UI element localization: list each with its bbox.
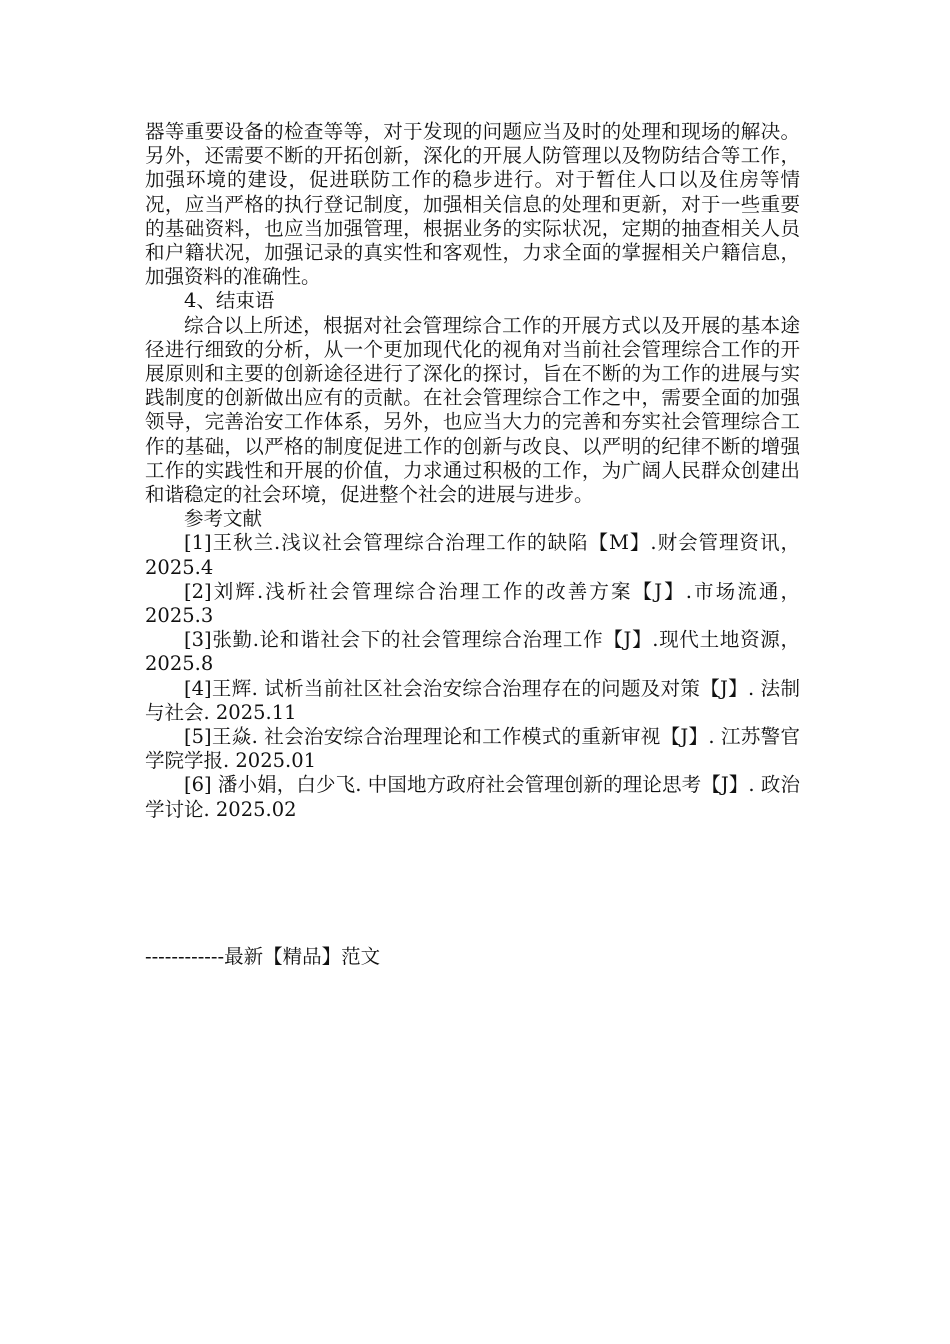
reference-item: [1]王秋兰.浅议社会管理综合治理工作的缺陷【M】.财会管理资讯，2025.4	[145, 531, 800, 579]
footer-label: ------------最新【精品】范文	[145, 945, 381, 968]
reference-item: [6] 潘小娟，白少飞. 中国地方政府社会管理创新的理论思考【J】. 政治学讨论. 2025.02	[145, 773, 800, 821]
body-paragraph-continuation: 器等重要设备的检查等等，对于发现的问题应当及时的处理和现场的解决。另外，还需要不断的开拓创新，深化的开展人防管理以及物防结合等工作，加强环境的建设，促进联防工作的稳步进行。对于暂住人口以及住房等情况，应当严格的执行登记制度，加强相关信息的处理和更新，对于一些重要的基础资料，也应当加强管理，根据业务的实际状况，定期的抽查相关人员和户籍状况，加强记录的真实性和客观性，力求全面的掌握相关户籍信息，加强资料的准确性。	[145, 120, 800, 289]
references-list	[145, 531, 800, 821]
document-body	[145, 120, 800, 822]
section-heading-conclusion: 4、结束语	[184, 289, 275, 313]
conclusion-paragraph: 综合以上所述，根据对社会管理综合工作的开展方式以及开展的基本途径进行细致的分析，从一个更加现代化的视角对当前社会管理综合工作的开展原则和主要的创新途径进行了深化的探讨，旨在不断的为工作的进展与实践制度的创新做出应有的贡献。在社会管理综合工作之中，需要全面的加强领导，完善治安工作体系，另外，也应当大力的完善和夯实社会管理综合工作的基础，以严格的制度促进工作的创新与改良、以严明的纪律不断的增强工作的实践性和开展的价值，力求通过积极的工作，为广阔人民群众创建出和谐稳定的社会环境，促进整个社会的进展与进步。	[145, 313, 800, 507]
reference-item: [3]张勤.论和谐社会下的社会管理综合治理工作【J】.现代土地资源，2025.8	[145, 628, 800, 676]
reference-item: [5]王焱. 社会治安综合治理理论和工作模式的重新审视【J】. 江苏警官学院学报. 2025.01	[145, 725, 800, 773]
reference-item: [4]王辉. 试析当前社区社会治安综合治理存在的问题及对策【J】. 法制与社会. 2025.11	[145, 676, 800, 724]
reference-item: [2]刘辉.浅析社会管理综合治理工作的改善方案【J】.市场流通，2025.3	[145, 579, 800, 628]
references-heading: 参考文献	[184, 507, 263, 531]
